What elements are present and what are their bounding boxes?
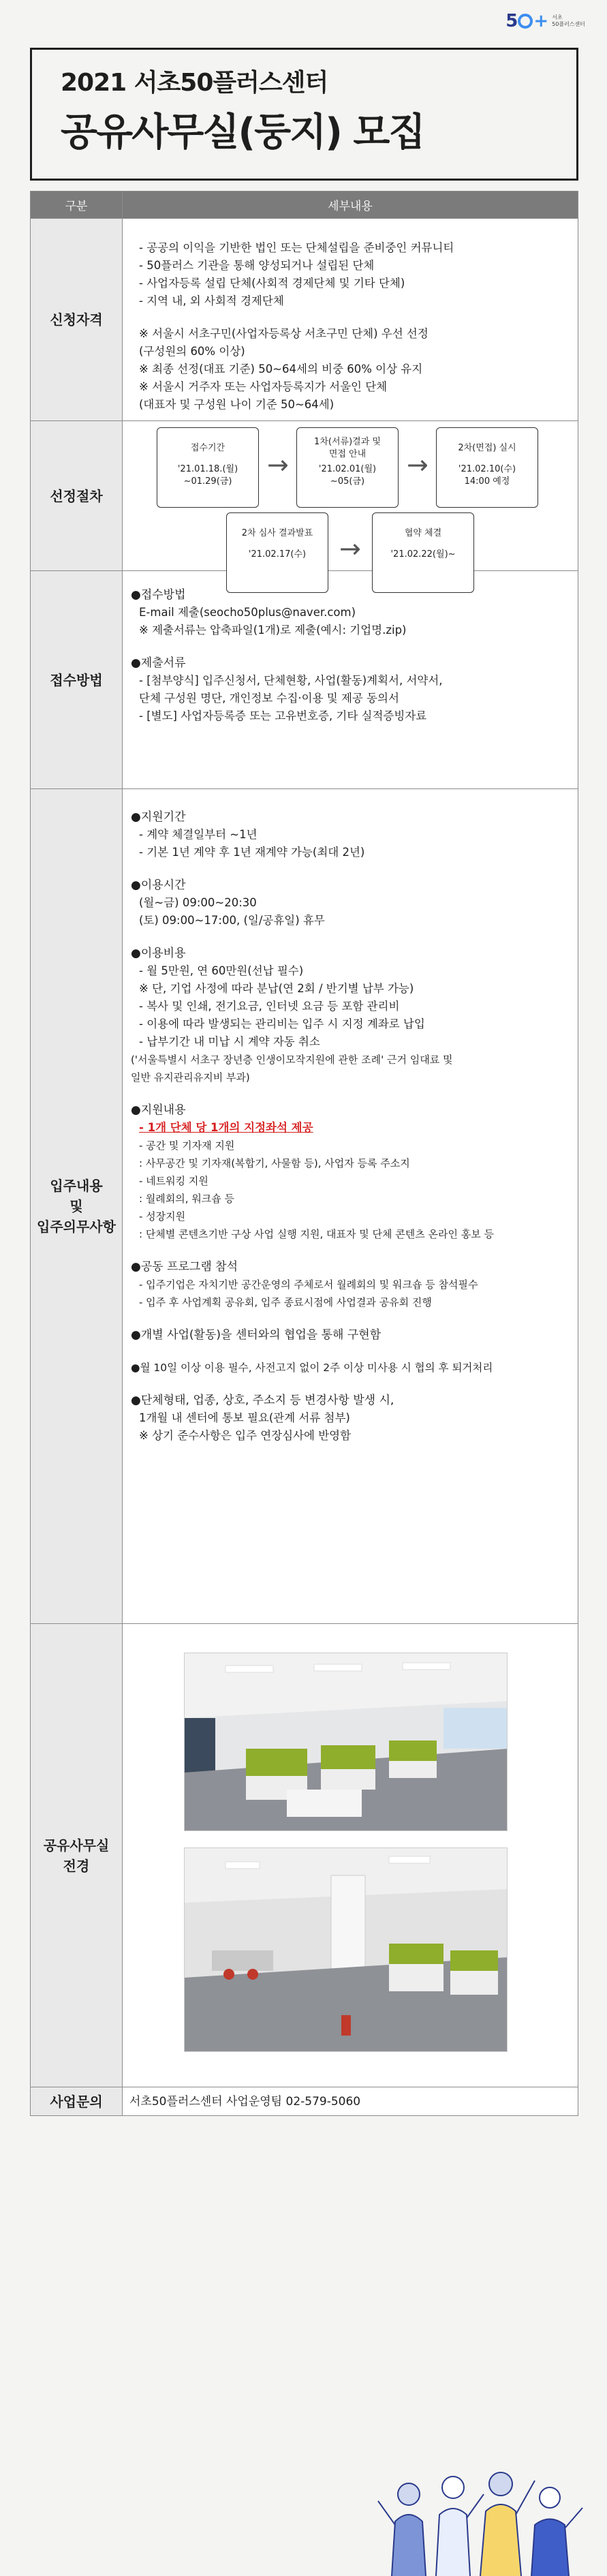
- step-date: '21.02.22(월)~: [390, 549, 456, 559]
- step-final-result: [226, 512, 328, 593]
- usage-line: ●월 10일 이상 이용 필수, 사전고지 없이 2주 이상 미사용 시 협의 후 퇴거처리: [131, 1362, 493, 1374]
- fee-law: ('서울특별시 서초구 장년층 인생이모작지원에 관한 조례' 근거 임대료 및 일반 유지관리유지비 부과): [131, 1054, 453, 1084]
- support-heading: ●지원내용: [131, 1103, 186, 1117]
- inquiry-row: [31, 2087, 578, 2116]
- office-photo-1: [184, 1653, 508, 1831]
- selection-process: [123, 421, 578, 564]
- tenancy-row: [31, 789, 578, 1624]
- logo-mark: 5 +: [505, 11, 548, 31]
- title-box: [30, 48, 578, 181]
- logo-text-line2: 50플러스센터: [552, 21, 585, 27]
- tenancy-label: 입주내용 및 입주의무사항: [31, 789, 123, 1624]
- eligibility-row: [31, 219, 578, 421]
- change-body: 1개월 내 센터에 통보 필요(관계 서류 첨부) ※ 상기 준수사항은 입주 연장심사에 반영함: [139, 1411, 352, 1442]
- hours-heading: ●이용시간: [131, 878, 186, 892]
- step-title: 접수기간: [190, 443, 225, 453]
- logo-text: [552, 14, 585, 28]
- step-date: '21.02.10(수) 14:00 예정: [458, 464, 516, 487]
- method-heading: ●접수방법: [131, 588, 186, 602]
- eligibility-label: 신청자격: [31, 219, 123, 421]
- docs-body: - [첨부양식] 입주신청서, 단체현황, 사업(활동)계획서, 서약서, 단체 구성원 명단, 개인정보 수집·이용 및 제공 동의서 - [별도] 사업자등록증 또는 고유번호증, 기타 실적증빙자료: [139, 674, 443, 722]
- support-highlight: - 1개 단체 당 1개의 지정좌석 제공: [139, 1121, 313, 1134]
- eligibility-notes: ※ 서울시 서초구민(사업자등록상 서초구민 단체) 우선 선정 (구성원의 60% 이상) ※ 최종 선정(대표 기준) 50~64세의 비중 60% 이상 유지 ※ 서울시 거주자 또는 사업자등록지가 서울인 단체 (대표자 및 구성원 나이 기준 50~64세): [139, 327, 429, 411]
- arrow-right-icon: →: [339, 534, 361, 564]
- period-body: - 계약 체결일부터 ~1년 - 기본 1년 계약 후 1년 재계약 가능(최대 2년): [139, 828, 365, 859]
- recruitment-table: [30, 191, 578, 2116]
- fee-heading: ●이용비용: [131, 947, 186, 960]
- step-date: '21.02.17(수): [248, 549, 307, 559]
- header-category: 구분: [31, 191, 123, 219]
- hours-body: (월~금) 09:00~20:30 (토) 09:00~17:00, (일/공휴일) 휴무: [139, 896, 325, 927]
- step-application-period: [157, 427, 259, 508]
- step-title: 1차(서류)결과 및 면접 안내: [314, 437, 381, 459]
- inquiry-text: 서초50플러스센터 사업운영팀 02-579-5060: [123, 2087, 578, 2116]
- people-illustration: [371, 2440, 589, 2576]
- change-heading: ●단체형태, 업종, 상호, 주소지 등 변경사항 발생 시,: [131, 1394, 394, 1407]
- step-date: '21.02.01(월) ~05(금): [318, 464, 377, 487]
- page-subtitle: 2021 서초50플러스센터: [61, 69, 328, 97]
- step-agreement: [372, 512, 474, 593]
- step-title: 협약 체결: [404, 528, 442, 538]
- fee-body: - 월 5만원, 연 60만원(선납 필수) ※ 단, 기업 사정에 따라 분납(연 2회 / 반기별 납부 가능) - 복사 및 인쇄, 전기요금, 인터넷 요금 등 포함 관리비 - 이용에 따라 발생되는 관리비는 입주 시 지정 계좌로 납입 - 납부기간 내 미납 시 계약 자동 취소: [139, 964, 425, 1048]
- program-heading: ●공동 프로그램 참석: [131, 1260, 238, 1274]
- application-label: 접수방법: [31, 571, 123, 789]
- program-body: - 입주기업은 자치기반 공간운영의 주체로서 월례회의 및 워크숍 등 참석필수 - 입주 후 사업계획 공유회, 입주 종료시점에 사업결과 공유회 진행: [139, 1278, 478, 1308]
- support-body: - 공간 및 기자재 지원 : 사무공간 및 기자재(복합기, 사물함 등), 사업자 등록 주소지 - 네트워킹 지원 : 월례회의, 워크숍 등 - 성장지원 : 단체별 콘텐츠기반 구상 사업 실행 지원, 대표자 및 단체 콘텐츠 온라인 홍보 등: [139, 1139, 494, 1240]
- activity-line: ●개별 사업(활동)을 센터와의 협업을 통해 구현함: [131, 1328, 382, 1342]
- inquiry-label: 사업문의: [31, 2087, 123, 2116]
- center-logo: [505, 11, 585, 31]
- eligibility-lines: - 공공의 이익을 기반한 법인 또는 단체설립을 준비중인 커뮤니티 - 50플러스 기관을 통해 양성되거나 설립된 단체 - 사업자등록 설립 단체(사회적 경제단체 및 기타 단체) - 지역 내, 외 사회적 경제단체: [139, 241, 454, 307]
- arrow-right-icon: →: [407, 450, 429, 480]
- application-row: [31, 571, 578, 789]
- step-interview: [436, 427, 538, 508]
- header-details: 세부내용: [123, 191, 578, 219]
- selection-row: [31, 421, 578, 571]
- step-title: 2차 심사 결과발표: [241, 528, 313, 538]
- logo-text-line1: 서초: [552, 14, 563, 20]
- selection-label: 선정절차: [31, 421, 123, 571]
- method-body: E-mail 제출(seocho50plus@naver.com) ※ 제출서류는 압축파일(1개)로 제출(예시: 기업명.zip): [139, 606, 407, 637]
- docs-heading: ●제출서류: [131, 656, 186, 670]
- office-photo-2: [184, 1847, 508, 2052]
- step-first-result: [296, 427, 399, 508]
- step-title: 2차(면접) 실시: [458, 443, 516, 453]
- page-title: 공유사무실(둥지) 모집: [61, 110, 424, 155]
- step-date: '21.01.18.(월) ~01.29(금): [177, 464, 238, 487]
- view-label: 공유사무실 전경: [31, 1624, 123, 2087]
- view-row: [31, 1624, 578, 2087]
- arrow-right-icon: →: [267, 450, 289, 480]
- period-heading: ●지원기간: [131, 810, 186, 824]
